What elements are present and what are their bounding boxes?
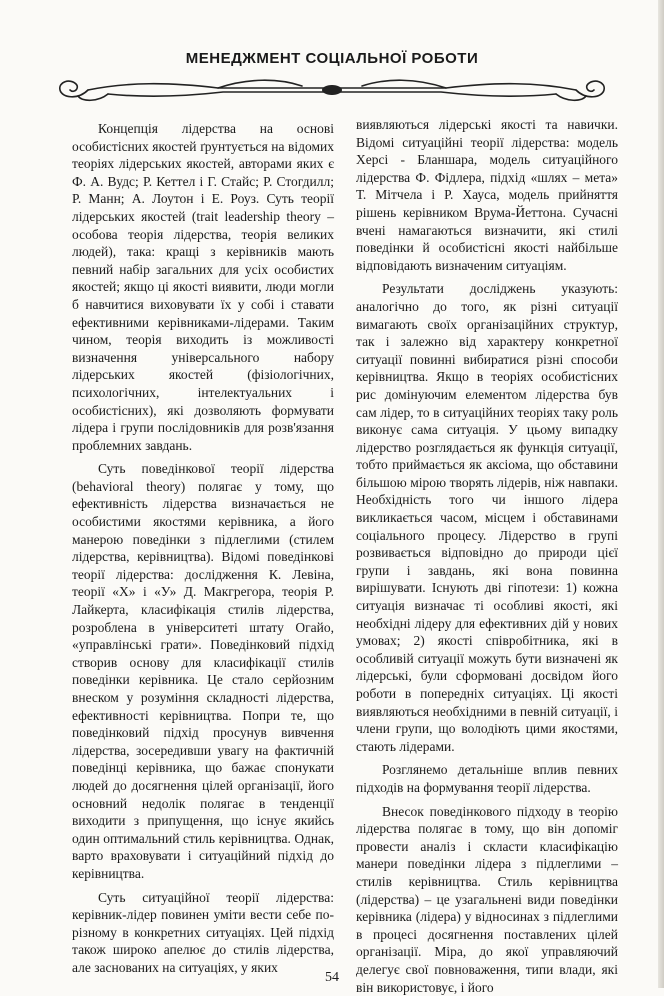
- paragraph-research-results: Результати досліджень указують: аналогічно до того, як різні ситуації вимагають своїх організаційних структур, так і залежно від характеру конкретної ситуації повинні вибиратися різні способи керівництва. Якщо в теоріях особистісних рис домінуючим елементом лідерства був сам лідер, то в ситуаційних теоріях таку роль виконує сама ситуація. У цьому випадку лідерство розглядається як функція ситуації, тобто приймається як аксіома, що обставини більшою мірою творять лідерів, ніж навпаки. Необхідність того чи іншого лідера викликається часом, місцем і обставинами соціального процесу. Лідерство в групі розвивається відповідно до природи цієї групи і завдань, які вона повинна вирішувати. Існують дві гіпотези: 1) кожна ситуація визначає ті особливі якості, які необхідні лідеру для ефективних дій у нових умовах; 2) якості співробітника, які в особливій ситуації можуть бути визначені як лідерські, були сформовані досвідом його роботи в попередніх ситуаціях. Ці якості виявляються необхідними в певній ситуації, і члени групи, що володіють цими якостями, стають лідерами.: [356, 281, 618, 754]
- page-edge: [658, 0, 664, 988]
- paragraph-behavioral-contribution: Внесок поведінкового підходу в теорію лідерства полягає в тому, що він допоміг провести аналіз і скласти класифікацію манери поведінки лідера з підлеглими – стилів керівництва. Стиль керівництва (лідерства) – це узагальнені види поведінки керівника (лідера) у відносинах з підлеглими в процесі досягнення поставлених цілей організації. Міра, до якої управляючий делегує свої повноваження, типи влади, які він використовує, і його: [356, 803, 618, 995]
- paragraph-behavioral-theory: Суть поведінкової теорії лідерства (behavioral theory) полягає у тому, що ефективність лідерства визначається не особистими якостями керівника, а його манерою поведінки з підлеглими (стилем лідерства, керівництва). Відомі поведінкові теорії лідерства: дослідження К. Левіна, теорії «Х» і «У» Д. Макгрегора, теорія Р. Лайкерта, класифікація стилів лідерства, розроблена в університеті штату Огайо, «управлінські грати». Поведінковий підхід створив основу для класифікації стилів поведінки керівника. Це стало серйозним внеском у розуміння складності лідерства, ефективності керівництва. Попри те, що поведінковий підхід просунув вивчення лідерства, зосередивши увагу на фактичній поведінці керівника, що бажає спонукати людей до досягнення цілей організації, його основний недолік полягає в тенденції виходити з припущення, що існує якийсь один оптимальний стиль керівництва. Однак, варто враховувати і ситуаційний підхід до керівництва.: [72, 461, 334, 881]
- page-number: 54: [325, 970, 339, 985]
- paragraph-approaches-intro: Розглянемо детальніше вплив певних підходів на формування теорії лідерства.: [356, 762, 618, 795]
- ornament-divider: [48, 72, 616, 108]
- paragraph-trait-theory: Концепція лідерства на основі особистісних якостей ґрунтується на відомих теоріях лідерських якостей, авторами яких є Ф. А. Вудс; Р. Кеттел і Г. Стайс; Р. Стогдилл; Р. Манн; А. Лоутон і Е. Роуз. Суть теорії лідерських якостей (trait leadership theory – особова теорія лідерства, теорія великих людей), така: кращі з керівників мають певний набір загальних для усіх особистих якостей; якщо ці якості виявити, люди могли б навчитися виховувати їх у собі і ставати ефективними керівниками-лідерами. Таким чином, теорія виходить із можливості визначення універсального набору лідерських якостей (фізіологічних, психологічних, інтелектуальних і особистісних), які дозволяють формувати лідера і групи послідовників для розв'язання проблемних завдань.: [72, 121, 334, 453]
- right-column: [356, 116, 618, 996]
- running-header: МЕНЕДЖМЕНТ СОЦІАЛЬНОЇ РОБОТИ: [185, 50, 479, 67]
- paragraph-situational-theory: Суть ситуаційної теорії лідерства: керівник-лідер повинен уміти вести себе по-різному в конкретних ситуаціях. Цей підхід також широко апелює до стилів лідерства, але заснованих на ситуаціях, у яких: [72, 889, 334, 975]
- paragraph-situational-continued: виявляються лідерські якості та навички. Відомі ситуаційні теорії лідерства: модель Херсі - Бланшара, модель ситуаційного лідерства Ф. Фідлера, підхід «шлях – мета» Т. Мітчела і Р. Хауса, модель прийняття рішень керівником Врума-Йеттона. Сучасні вчені намагаються визначити, які стилі поведінки й особистісні якості найбільше відповідають визначеним ситуаціям.: [356, 117, 618, 273]
- left-column: [72, 120, 334, 977]
